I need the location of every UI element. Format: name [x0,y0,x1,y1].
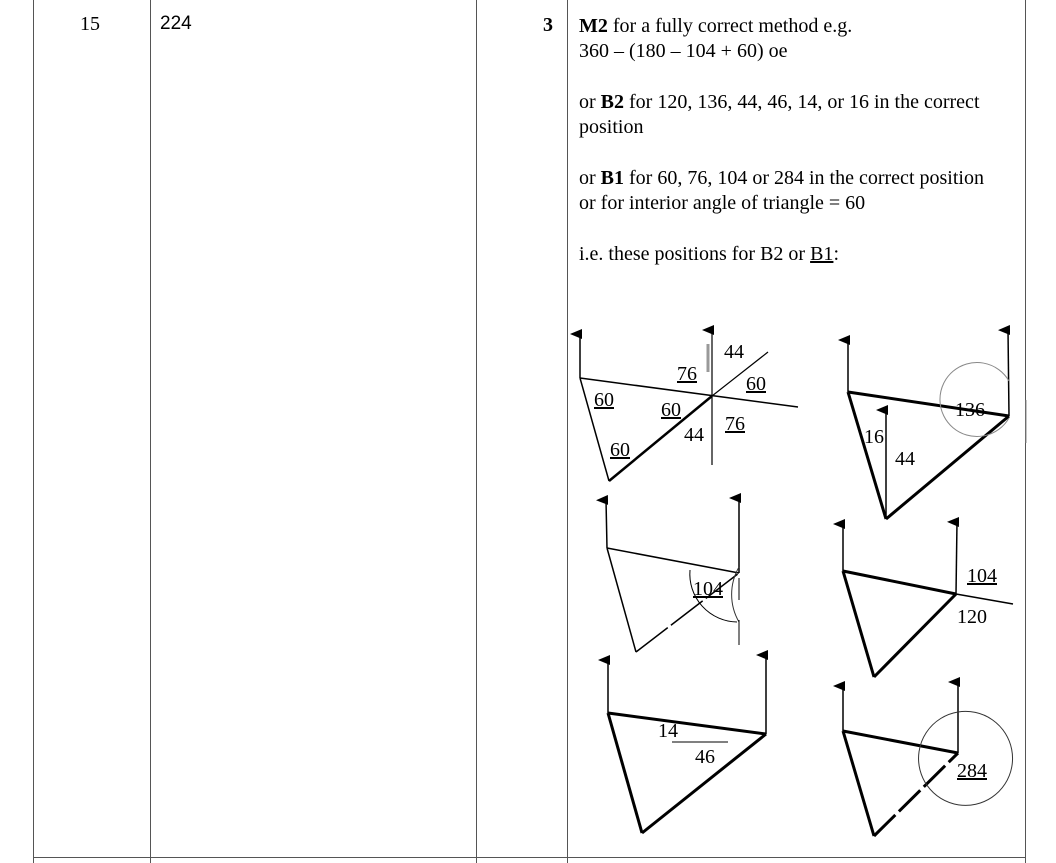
north-arrow [956,522,957,594]
angle-label: 60 [610,439,630,461]
triangle-edge [608,713,766,734]
m2-tag: M2 [579,15,608,37]
angle-label: 44 [684,424,704,446]
diagram-2 [848,330,1026,519]
angle-label: 104 [693,578,723,600]
angle-label: 44 [895,448,915,470]
m2-example: 360 – (180 – 104 + 60) oe [579,40,788,62]
extended-line [956,594,1013,604]
angle-arc [732,567,739,622]
angle-arc [919,711,1013,805]
diagram-3 [606,498,739,652]
answer-value: 224 [160,13,192,34]
positions-prefix: i.e. these positions for B2 or [579,243,811,265]
angle-label: 60 [661,399,681,421]
triangle-edge [874,753,958,836]
triangle-edge [843,571,874,677]
b2-tag: B2 [600,91,625,113]
b1-text: for 60, 76, 104 or 284 in the correct position [624,167,984,189]
triangle-edge [874,594,956,677]
north-arrow [606,500,607,548]
b1-prefix: or [579,167,601,189]
angle-label: 60 [594,389,614,411]
positions-suffix: : [833,243,839,265]
diagram-4 [843,522,1013,677]
triangle-edge [843,571,956,594]
m2-text: for a fully correct method e.g. [607,15,853,37]
angle-label: 136 [955,399,985,421]
angle-label: 46 [695,746,715,768]
b1-alt: or for interior angle of triangle = 60 [579,192,866,214]
triangle-edge [607,548,739,573]
b2-text: for 120, 136, 44, 46, 14, or 16 in the correct position [579,91,980,138]
triangle-edge [843,731,874,836]
north-arrow [1008,330,1009,416]
angle-label: 284 [957,760,987,782]
angle-label: 104 [967,565,997,587]
positions-b1: B1 [810,243,834,265]
angle-label: 76 [725,413,745,435]
triangle-edge [636,573,739,652]
triangle-edge [607,548,636,652]
angle-label: 60 [746,373,766,395]
angle-label: 16 [864,426,884,448]
b2-prefix: or [579,91,601,113]
triangle-edge [848,392,886,519]
triangle-edge [608,713,642,833]
triangle-edge [843,731,958,753]
diagram-1 [580,330,798,481]
b1-tag: B1 [600,167,625,189]
angle-label: 44 [724,341,744,363]
angle-label: 120 [957,606,987,628]
question-number: 15 [80,13,100,35]
diagram-5 [608,655,766,833]
angle-label: 14 [658,720,678,742]
marks-value: 3 [543,14,553,36]
angle-label: 76 [677,363,697,385]
diagram-6 [843,682,1013,836]
